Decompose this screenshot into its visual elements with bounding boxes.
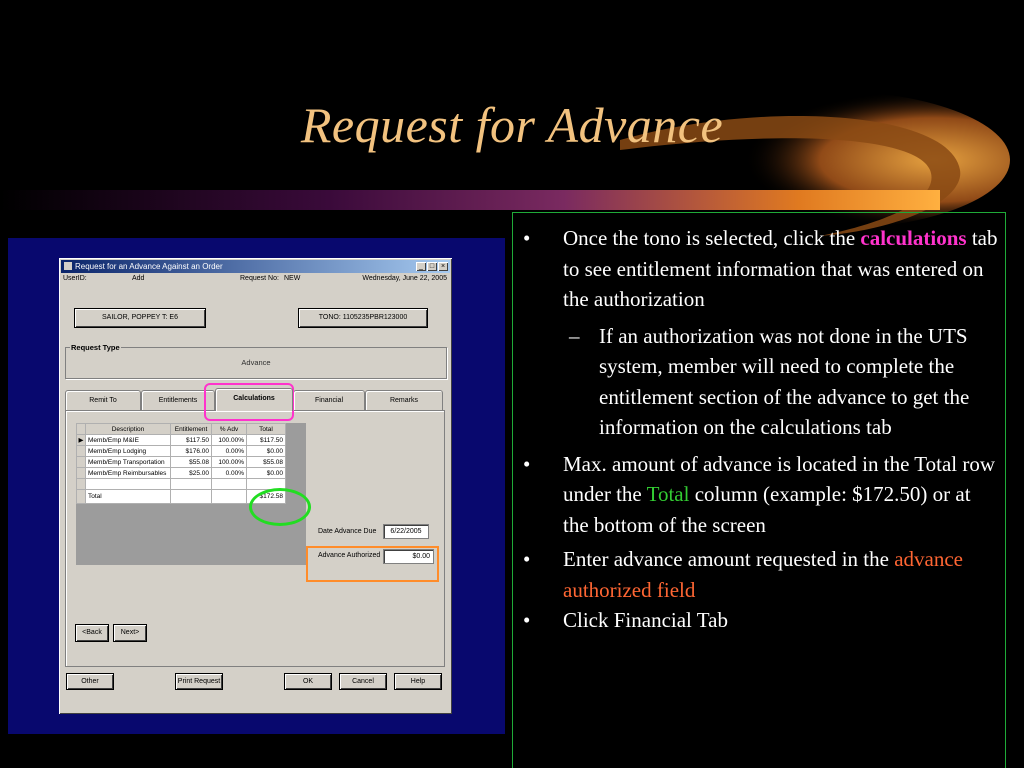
back-button[interactable]: <Back [76,625,108,641]
bullet-item: • Once the tono is selected, click the calculations tab to see entitlement information that was entered on the authorization [523,226,998,311]
info-row [62,275,449,285]
sub-bullet-item: – If an authorization was not done in the UTS system, member will need to complete the entitlement section of the advance to get the information on the calculations tab [569,323,970,439]
table-row[interactable]: ▶ Memb/Emp M&IE $117.50 100.00% $117.50 [77,435,286,446]
row-selector-icon: ▶ [77,435,86,446]
close-button[interactable]: × [438,262,448,271]
window-title: Request for an Advance Against an Order [75,262,223,271]
calculations-grid [76,423,306,565]
table-row[interactable]: Memb/Emp Reimbursables $25.00 0.00% $0.00 [77,468,286,479]
maximize-button[interactable]: □ [427,262,437,271]
mode-value: Add [132,275,145,282]
calculations-highlight-text: calculations [860,226,967,250]
request-type-label: Request Type [71,343,120,352]
help-button[interactable]: Help [395,674,441,689]
tab-entitlements[interactable]: Entitlements [141,390,215,411]
advance-authorized-field[interactable]: $0.00 [383,549,434,564]
grid-header-row [77,424,286,435]
other-button[interactable]: Other [67,674,113,689]
date-display: Wednesday, June 22, 2005 [362,275,447,282]
tab-remarks[interactable]: Remarks [365,390,443,411]
blank-row [77,479,286,490]
total-label: Total [86,490,171,504]
request-type-group [65,343,447,379]
slide-title: Request for Advance [300,97,724,153]
col-description[interactable]: Description [86,424,171,435]
date-due-field[interactable]: 6/22/2005 [383,524,429,539]
tab-calculations[interactable]: Calculations [215,388,293,411]
tab-financial[interactable]: Financial [293,390,365,411]
instructions-panel [512,212,1006,768]
table-row[interactable]: Memb/Emp Transportation $55.08 100.00% $55.08 [77,457,286,468]
total-highlight-text: Total [646,482,690,506]
date-due-label: Date Advance Due [318,528,377,535]
request-no-label: Request No: [240,275,279,282]
next-button[interactable]: Next> [114,625,146,641]
calculations-panel [65,410,445,667]
col-pct-adv[interactable]: % Adv [212,424,247,435]
total-row[interactable] [77,490,286,504]
col-entitlement[interactable]: Entitlement [171,424,212,435]
cancel-button[interactable]: Cancel [340,674,386,689]
advance-authorized-highlight-text: advance authorized field [563,547,963,602]
print-request-button[interactable]: Print Request [176,674,222,689]
member-button[interactable]: SAILOR, POPPEY T: E6 [75,309,205,327]
advance-authorized-label: Advance Authorized [318,552,381,559]
tab-strip [65,388,443,412]
tono-button[interactable]: TONO: 1105235PBR123000 [299,309,427,327]
col-total[interactable]: Total [247,424,286,435]
request-type-value: Advance [241,358,271,367]
total-value: $172.58 [247,490,286,504]
request-no-value: NEW [284,275,301,282]
minimize-button[interactable]: _ [416,262,426,271]
tab-remit-to[interactable]: Remit To [65,390,141,411]
window-titlebar[interactable] [61,260,450,273]
bullet-item: • Enter advance amount requested in the advance authorized field [523,547,963,602]
advance-request-window [59,258,452,714]
table-row[interactable]: Memb/Emp Lodging $176.00 0.00% $0.00 [77,446,286,457]
bullet-item: • Click Financial Tab [523,608,728,632]
ok-button[interactable]: OK [285,674,331,689]
bullet-item: • Max. amount of advance is located in the Total row under the Total column (example: $172.50) or at the bottom of the screen [523,451,996,537]
userid-label: UserID: [63,275,87,282]
app-icon [64,262,72,270]
